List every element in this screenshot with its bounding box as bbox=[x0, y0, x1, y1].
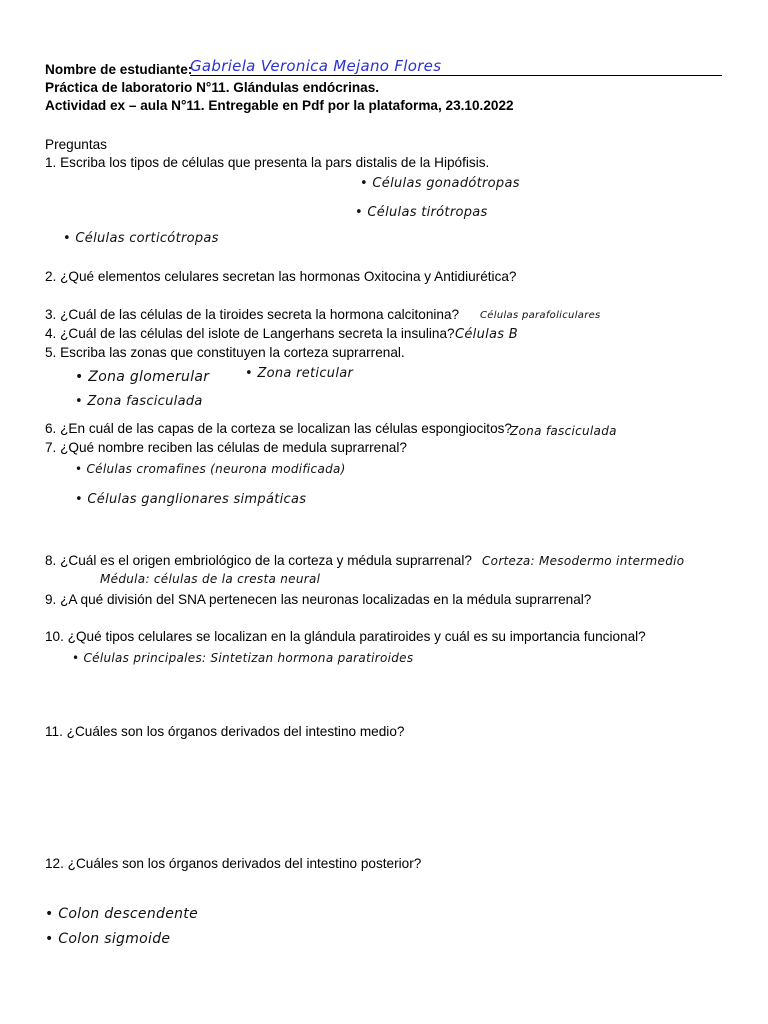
activity-title: Actividad ex – aula N°11. Entregable en Pdf por la plataforma, 23.10.2022 bbox=[45, 98, 514, 113]
answer-q5-line2: • Zona reticular bbox=[245, 366, 354, 381]
student-name: Gabriela Veronica Mejano Flores bbox=[190, 57, 442, 75]
answer-q12-line3: • Colon sigmoide bbox=[45, 931, 171, 947]
answer-q1-line4: • Células gonadótropas bbox=[360, 176, 520, 191]
answer-q3: Células parafoliculares bbox=[480, 310, 601, 321]
answer-q4: Células B bbox=[455, 327, 519, 342]
question-4: 4. ¿Cuál de las células del islote de Langerhans secreta la insulina? bbox=[45, 326, 455, 341]
question-2: 2. ¿Qué elementos celulares secretan las hormonas Oxitocina y Antidiurética? bbox=[45, 269, 517, 284]
student-label: Nombre de estudiante: bbox=[45, 62, 193, 77]
answer-q1-line5: • Células tirótropas bbox=[355, 205, 488, 220]
question-1: 1. Escriba los tipos de células que presenta la pars distalis de la Hipófisis. bbox=[45, 155, 490, 170]
answer-q12-line2: • Colon descendente bbox=[45, 906, 198, 922]
question-8: 8. ¿Cuál es el origen embriológico de la corteza y médula suprarrenal? bbox=[45, 553, 472, 568]
question-12: 12. ¿Cuáles son los órganos derivados del intestino posterior? bbox=[45, 856, 422, 871]
answer-q5-line1: • Zona glomerular bbox=[75, 369, 210, 385]
answer-q8-line2: Médula: células de la cresta neural bbox=[100, 572, 321, 586]
question-11: 11. ¿Cuáles son los órganos derivados del intestino medio? bbox=[45, 724, 405, 739]
question-5: 5. Escriba las zonas que constituyen la corteza suprarrenal. bbox=[45, 345, 405, 360]
question-9: 9. ¿A qué división del SNA pertenecen las neuronas localizadas en la médula suprarrenal? bbox=[45, 592, 592, 607]
name-underline bbox=[190, 75, 722, 76]
question-3: 3. ¿Cuál de las células de la tiroides secreta la hormona calcitonina? bbox=[45, 307, 460, 322]
practice-title: Práctica de laboratorio N°11. Glándulas endócrinas. bbox=[45, 80, 380, 95]
answer-q10-line1: • Células principales: Sintetizan hormona paratiroides bbox=[72, 651, 414, 665]
answer-q6: Zona fasciculada bbox=[510, 424, 617, 438]
answer-q5-line3: • Zona fasciculada bbox=[75, 394, 203, 409]
answer-q7-line2: • Células ganglionares simpáticas bbox=[75, 492, 307, 507]
section-title: Preguntas bbox=[45, 137, 107, 152]
answer-q8-line1: Corteza: Mesodermo intermedio bbox=[482, 554, 685, 568]
question-7: 7. ¿Qué nombre reciben las células de medula suprarrenal? bbox=[45, 440, 407, 455]
answer-q1-line3: • Células corticótropas bbox=[63, 231, 219, 246]
answer-q7-line1: • Células cromafines (neurona modificada) bbox=[75, 462, 346, 476]
question-6: 6. ¿En cuál de las capas de la corteza se localizan las células espongiocitos? bbox=[45, 421, 512, 436]
question-10: 10. ¿Qué tipos celulares se localizan en la glándula paratiroides y cuál es su importancia funcional? bbox=[45, 629, 646, 644]
